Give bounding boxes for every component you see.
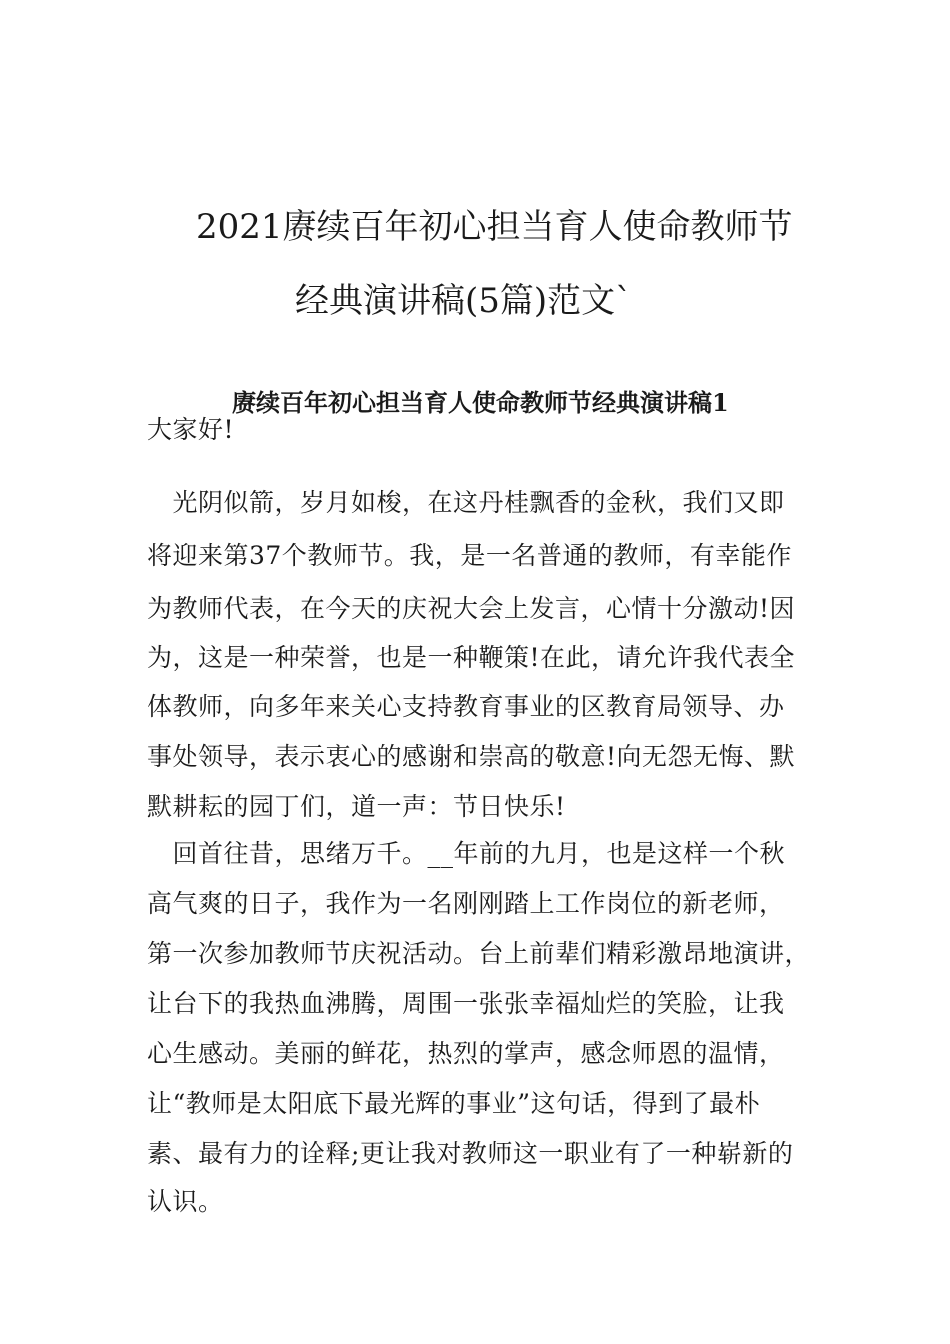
text-line: 体教师，向多年来关心支持教育事业的区教育局领导、办 (147, 692, 785, 721)
text-line: 素、最有力的诠释;更让我对教师这一职业有了一种崭新的 (147, 1139, 794, 1168)
text-line: 事处领导，表示衷心的感谢和崇高的敬意!向无怨无悔、默 (147, 742, 796, 771)
text-line: 将迎来第37个教师节。我，是一名普通的教师，有幸能作 (147, 541, 792, 570)
text-line: 回首往昔，思绪万千。__年前的九月，也是这样一个秋 (147, 839, 786, 868)
section-heading: 赓续百年初心担当育人使命教师节经典演讲稿1 (232, 388, 729, 417)
text-line: 高气爽的日子，我作为一名刚刚踏上工作岗位的新老师， (147, 889, 785, 918)
text-line: 第一次参加教师节庆祝活动。台上前辈们精彩激昂地演讲， (147, 939, 811, 968)
text-line: 为，这是一种荣誉，也是一种鞭策!在此，请允许我代表全 (147, 643, 796, 672)
text-line: 让“教师是太阳底下最光辉的事业”这句话，得到了最朴 (147, 1089, 761, 1118)
title-line-2: 经典演讲稿(5篇)范文` (295, 281, 633, 321)
text-line: 光阴似箭，岁月如梭，在这丹桂飘香的金秋，我们又即 (147, 488, 785, 517)
title-line-1: 2021赓续百年初心担当育人使命教师节 (196, 207, 793, 247)
text-line: 为教师代表，在今天的庆祝大会上发言，心情十分激动!因 (147, 594, 796, 623)
text-line: 心生感动。美丽的鲜花，热烈的掌声，感念师恩的温情， (147, 1039, 785, 1068)
text-line: 默耕耘的园丁们，道一声：节日快乐! (147, 792, 566, 821)
text-line: 大家好! (147, 415, 235, 444)
text-line: 让台下的我热血沸腾，周围一张张幸福灿烂的笑脸，让我 (147, 989, 785, 1018)
text-line: 认识。 (147, 1187, 224, 1216)
